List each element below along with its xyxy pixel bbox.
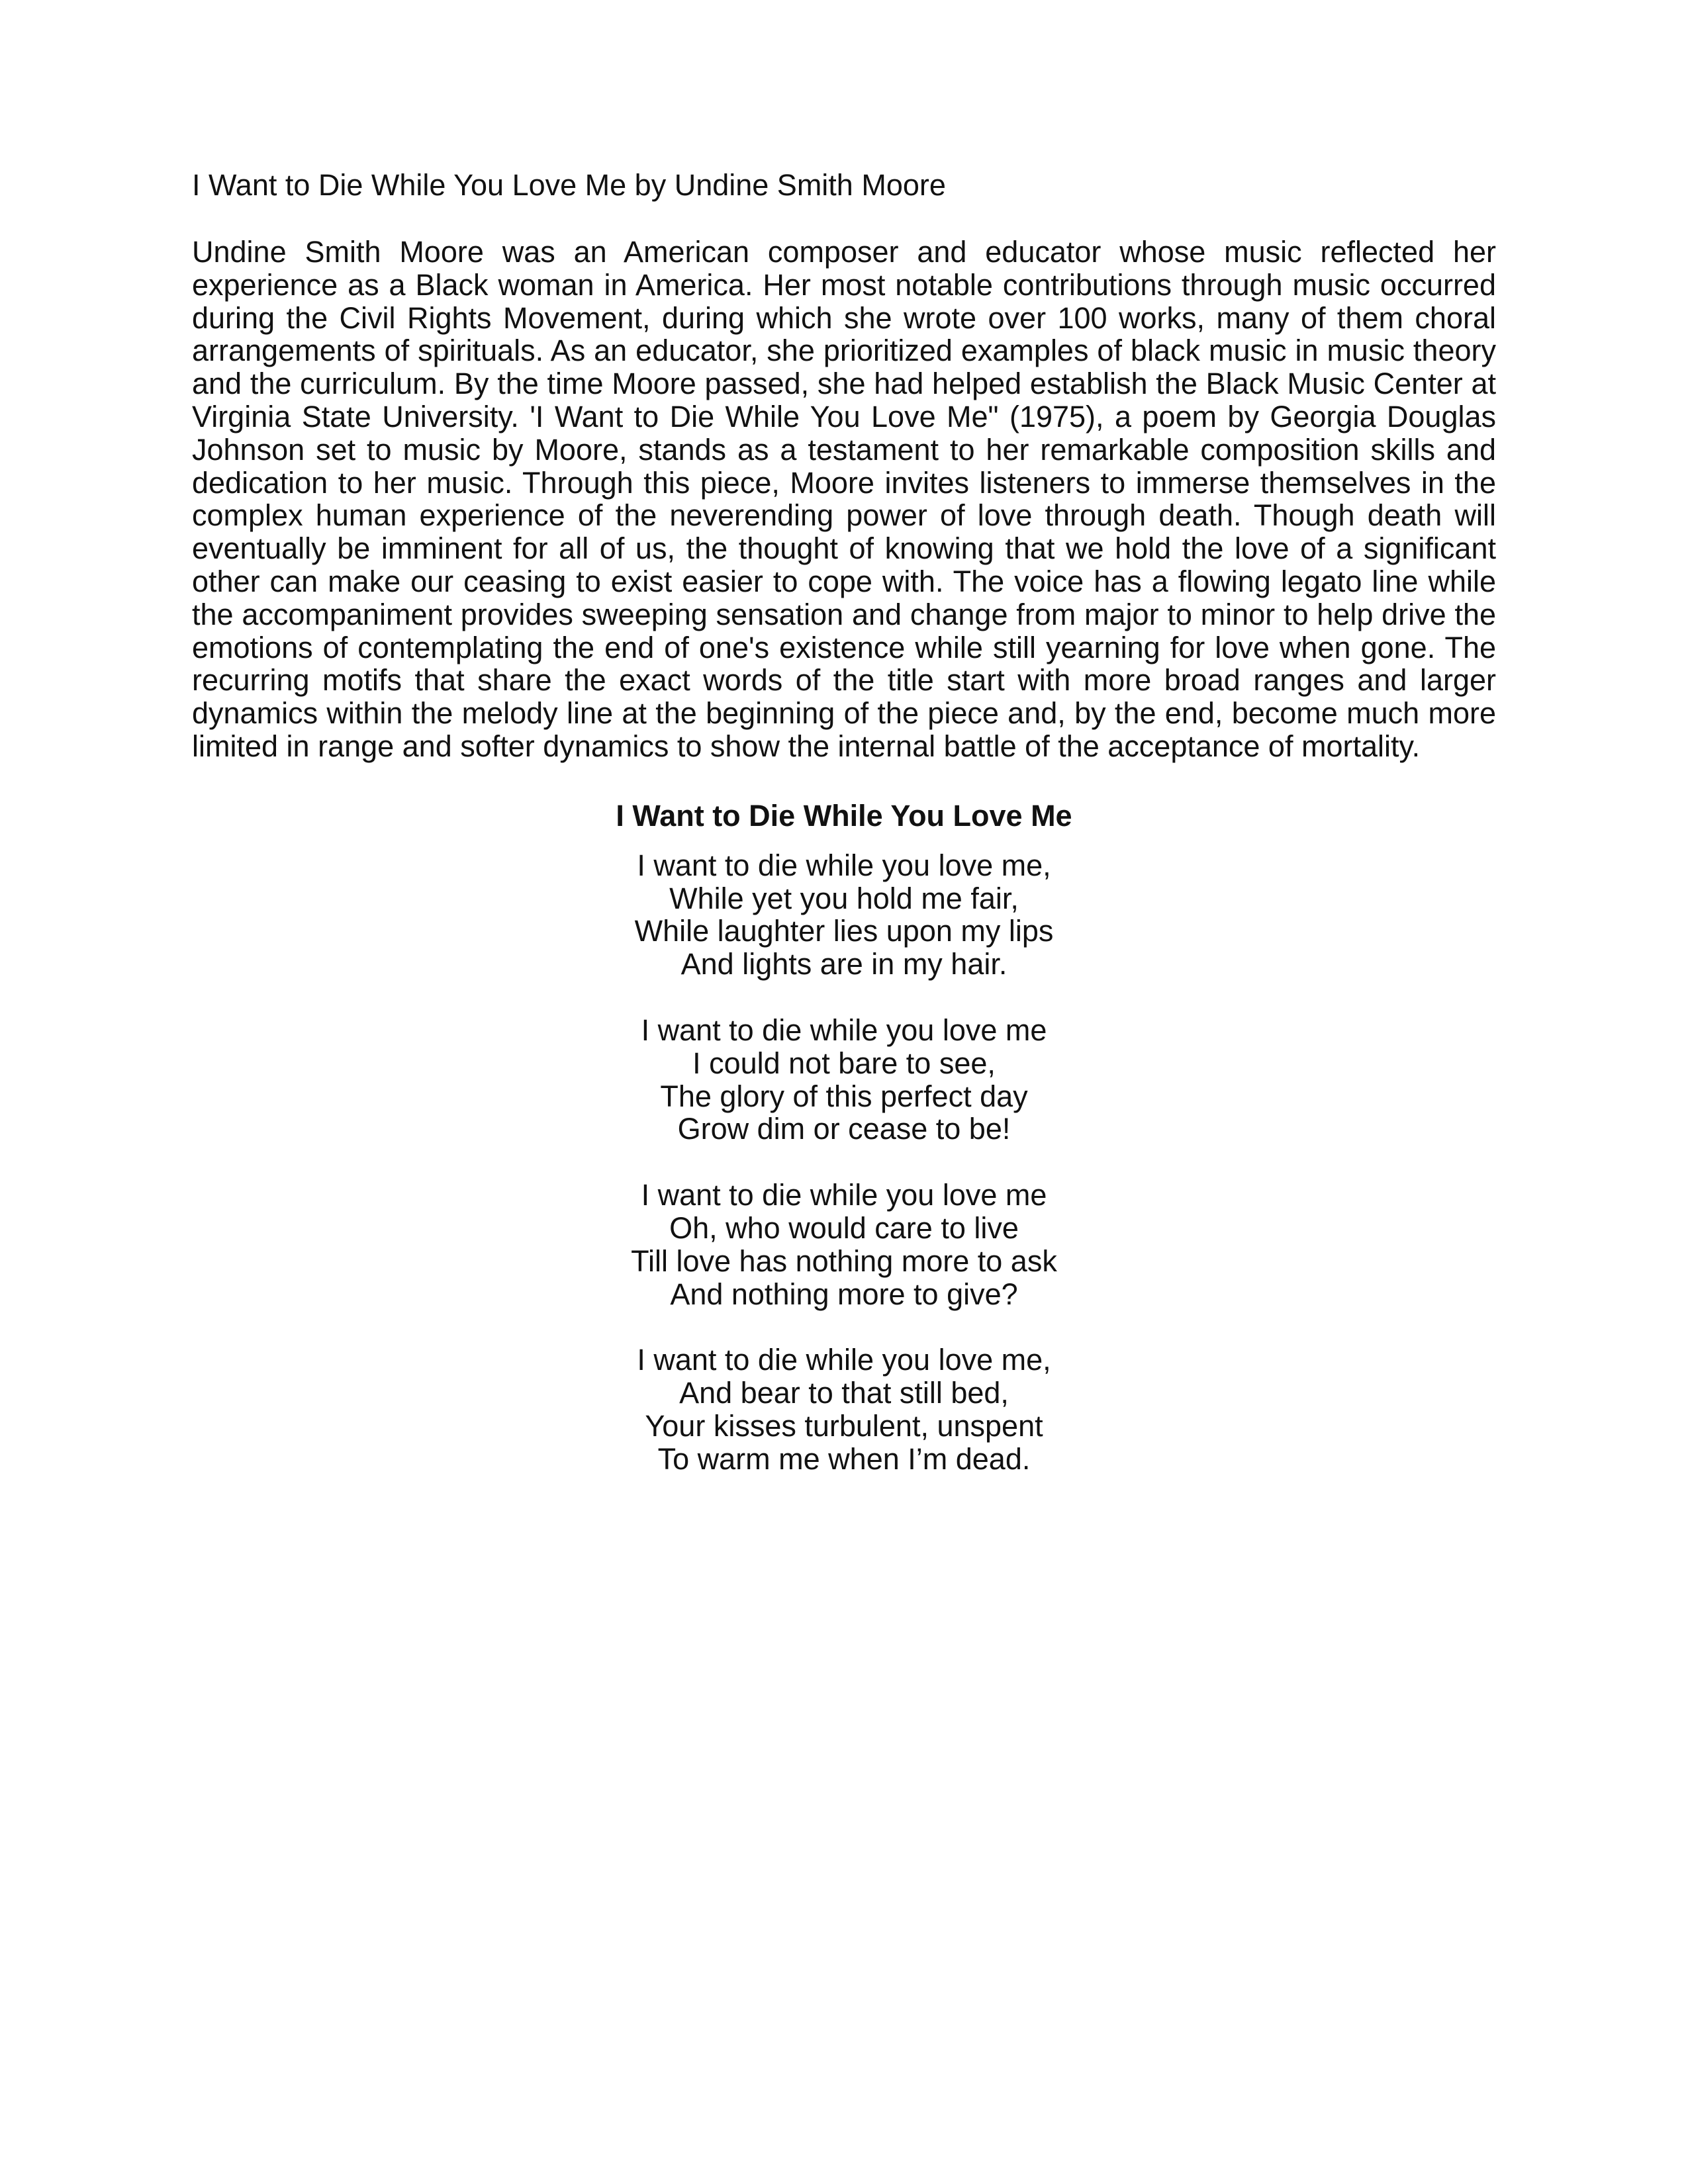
poem-stanza bbox=[192, 1179, 1496, 1310]
poem-line: And nothing more to give? bbox=[670, 1277, 1018, 1311]
poem-line: I want to die while you love me bbox=[641, 1178, 1047, 1212]
poem-title: I Want to Die While You Love Me bbox=[616, 798, 1072, 833]
poem-line: To warm me when I’m dead. bbox=[657, 1441, 1031, 1476]
poem-line: The glory of this perfect day bbox=[660, 1079, 1028, 1113]
essay-paragraph: Undine Smith Moore was an American composer and educator whose music reflected her experience as a Black woman in America. Her most notable contributions through music occurred during the Civil Rights Movement, during which she wrote over 100 works, many of them choral arrangements of spirituals. As an educator, she prioritized examples of black music in music theory and the curriculum. By the time Moore passed, she had helped establish the Black Music Center at Virginia State University. 'I Want to Die While You Love Me" (1975), a poem by Georgia Douglas Johnson set to music by Moore, stands as a testament to her remarkable composition skills and dedication to her music. Through this piece, Moore invites listeners to immerse themselves in the complex human experience of the neverending power of love through death. Though death will eventually be imminent for all of us, the thought of knowing that we hold the love of a significant other can make our ceasing to exist easier to cope with. The voice has a flowing legato line while the accompaniment provides sweeping sensation and change from major to minor to help drive the emotions of contemplating the end of one's existence while still yearning for love when gone. The recurring motifs that share the exact words of the title start with more broad ranges and larger dynamics within the melody line at the beginning of the piece and, by the end, become much more limited in range and softer dynamics to show the internal battle of the acceptance of mortality. bbox=[192, 235, 1496, 763]
poem-line: I want to die while you love me bbox=[641, 1013, 1047, 1047]
poem-stanza bbox=[192, 1343, 1496, 1475]
poem-line: Till love has nothing more to ask bbox=[631, 1244, 1057, 1278]
document-heading: I Want to Die While You Love Me by Undine Smith Moore bbox=[192, 168, 946, 202]
poem-line: And bear to that still bed, bbox=[679, 1376, 1009, 1410]
poem-line: I could not bare to see, bbox=[692, 1046, 996, 1080]
poem-line: Grow dim or cease to be! bbox=[677, 1112, 1011, 1146]
poem-line: While laughter lies upon my lips bbox=[634, 914, 1054, 948]
poem-line: I want to die while you love me, bbox=[637, 848, 1051, 882]
poem-stanza bbox=[192, 849, 1496, 981]
poem-line: While yet you hold me fair, bbox=[669, 881, 1019, 915]
poem bbox=[192, 797, 1496, 1476]
poem-stanza bbox=[192, 1014, 1496, 1146]
poem-line: Your kisses turbulent, unspent bbox=[645, 1408, 1043, 1443]
document-page bbox=[192, 167, 1496, 1509]
poem-line: I want to die while you love me, bbox=[637, 1343, 1051, 1377]
poem-line: Oh, who would care to live bbox=[669, 1210, 1019, 1245]
poem-line: And lights are in my hair. bbox=[680, 947, 1008, 981]
